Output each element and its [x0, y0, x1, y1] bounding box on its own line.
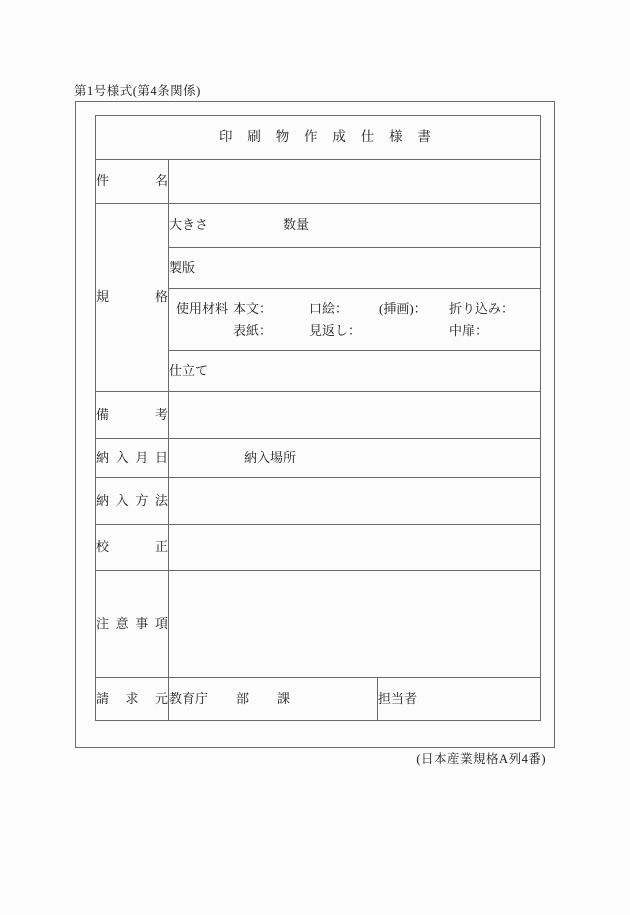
subject-row [96, 160, 541, 204]
form-title-cell [96, 116, 541, 160]
specs-size-cell [169, 204, 541, 248]
billing-agency: 教育庁 [169, 690, 209, 706]
remarks-label: 備 考 [96, 406, 168, 422]
delivery-method-label-cell [96, 478, 169, 525]
proofreading-label-cell [96, 525, 169, 571]
billing-department-suffix: 部 [236, 690, 250, 706]
plate-label: 製版 [169, 259, 196, 275]
specs-label: 規 格 [96, 289, 168, 305]
delivery-date-label-cell [96, 439, 169, 478]
delivery-method-value-cell [169, 478, 541, 525]
delivery-date-value-cell [169, 439, 541, 478]
remarks-value-cell [169, 392, 541, 439]
billing-source-cell [169, 678, 378, 721]
delivery-method-label: 納 入 方 法 [96, 492, 168, 508]
quantity-label: 数量 [283, 217, 310, 233]
staff-label: 担当者 [378, 690, 418, 706]
billing-row [96, 678, 541, 721]
subject-label-cell [96, 160, 169, 204]
material-body-label: 本文： [233, 301, 273, 316]
notes-value-cell [169, 571, 541, 678]
material-cover-label: 表紙： [233, 323, 273, 338]
notes-label: 注 意 事 項 [96, 615, 168, 631]
material-frontispiece-label: 口絵： [309, 301, 349, 316]
material-halftitle-label: 中扉： [449, 323, 489, 338]
specs-finishing-cell [169, 351, 541, 392]
specs-materials-cell [169, 289, 541, 351]
proofreading-row [96, 525, 541, 571]
form-number-note: 第1号様式(第4条関係) [74, 84, 201, 98]
remarks-label-cell [96, 392, 169, 439]
remarks-row [96, 392, 541, 439]
subject-value-cell [169, 160, 541, 204]
material-illustration-label: (挿画)： [379, 301, 427, 316]
size-label: 大きさ [169, 217, 209, 233]
delivery-date-label: 納 入 月 日 [96, 449, 168, 465]
billing-section-suffix: 課 [277, 690, 291, 706]
finishing-label: 仕立て [169, 362, 209, 378]
specification-table [95, 115, 541, 721]
material-endpaper-label: 見返し： [309, 323, 362, 338]
subject-label: 件 名 [96, 173, 168, 189]
specs-label-cell [96, 204, 169, 392]
title-row [96, 116, 541, 160]
billing-label: 請 求 元 [96, 690, 168, 706]
materials-label: 使用材料 [176, 301, 229, 316]
delivery-method-row [96, 478, 541, 525]
specs-size-row [96, 204, 541, 248]
staff-cell [378, 678, 541, 721]
delivery-place-label: 納入場所 [244, 449, 297, 465]
specs-plate-cell [169, 248, 541, 289]
form-outer-border [75, 101, 555, 748]
proofreading-label: 校 正 [96, 539, 168, 555]
notes-label-cell [96, 571, 169, 678]
form-title: 印 刷 物 作 成 仕 様 書 [219, 129, 431, 145]
notes-row [96, 571, 541, 678]
billing-label-cell [96, 678, 169, 721]
material-foldout-label: 折り込み： [449, 301, 515, 316]
delivery-date-row [96, 439, 541, 478]
jis-paper-size-note: (日本産業規格A列4番) [416, 752, 546, 766]
proofreading-value-cell [169, 525, 541, 571]
